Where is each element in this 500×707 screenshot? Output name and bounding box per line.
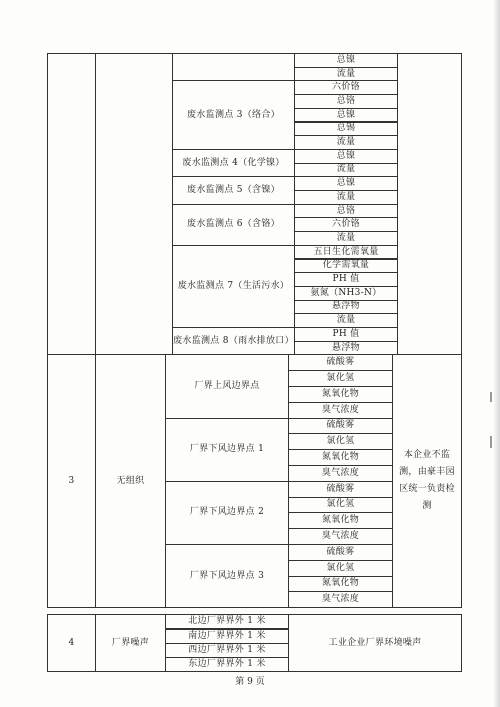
pollutant-cell: 氨氮（NH3-N） [294,286,398,301]
pollutant-cell: PH 值 [294,272,398,287]
pollutant-cell: 氮氧化物 [288,512,393,529]
pollutant-cell: 流量 [294,135,398,150]
pollutant-cell: PH 值 [294,327,398,342]
page-number: 第 9 页 [235,677,265,687]
pollutant-cell: 总铬 [294,204,398,219]
pollutant-cell: 流量 [294,67,398,82]
pollutant-cell: 悬浮物 [294,341,398,356]
category-cell [95,53,173,355]
category-cell: 无组织 [95,354,166,608]
noise-point-cell: 北边厂界界外 1 米 [165,614,289,629]
pollutant-cell: 硫酸雾 [288,354,393,371]
pollutant-cell: 硫酸雾 [288,418,393,435]
standard-cell: 工业企业厂界环境噪声 [288,614,462,672]
pollutant-cell: 六价铬 [294,217,398,232]
remark-cell [397,53,462,355]
serial-number-cell [47,53,96,355]
remark-cell: 本企业不监测，由豪丰园区统一负责检测 [392,354,462,608]
pollutant-cell: 流量 [294,190,398,205]
monitoring-point-cell: 厂界上风边界点 [165,354,289,418]
scan-edge [494,0,500,707]
monitoring-point-cell: 废水监测点 6（含铬） [172,204,295,246]
pollutant-cell: 总镍 [294,108,398,123]
pollutant-cell: 总镍 [294,176,398,191]
monitoring-point-cell: 厂界下风边界点 1 [165,418,289,482]
pollutant-cell: 硫酸雾 [288,544,393,561]
noise-point-cell: 西边厂界界外 1 米 [165,643,289,658]
pollutant-cell: 硫酸雾 [288,481,393,498]
category-cell: 厂界噪声 [95,614,166,672]
pollutant-cell: 六价铬 [294,80,398,95]
monitoring-point-cell: 厂界下风边界点 2 [165,481,289,545]
pollutant-cell: 氯化氢 [288,497,393,514]
pollutant-cell: 氯化氢 [288,560,393,577]
scan-mark [490,392,492,402]
monitoring-point-cell: 废水监测点 7（生活污水） [172,245,295,328]
serial-number-cell: 4 [47,614,96,672]
noise-point-cell: 东边厂界界外 1 米 [165,657,289,672]
pollutant-cell: 氮氧化物 [288,449,393,466]
pollutant-cell: 化学需氧量 [294,259,398,274]
pollutant-cell: 氯化氢 [288,370,393,387]
pollutant-cell: 臭气浓度 [288,465,393,482]
pollutant-cell: 总镍 [294,53,398,68]
pollutant-cell: 悬浮物 [294,300,398,315]
pollutant-cell: 氮氧化物 [288,386,393,403]
monitoring-point-cell: 废水监测点 8（雨水排放口） [172,327,295,355]
pollutant-cell: 氮氧化物 [288,576,393,593]
monitoring-point-cell: 废水监测点 4（化学镍） [172,149,295,177]
monitoring-point-cell: 厂界下风边界点 3 [165,544,289,608]
pollutant-cell: 五日生化需氧量 [294,245,398,260]
monitoring-point-cell [172,53,295,81]
pollutant-cell: 总镍 [294,149,398,164]
noise-point-cell: 南边厂界界外 1 米 [165,629,289,644]
monitoring-point-cell: 废水监测点 3（络合） [172,80,295,150]
pollutant-cell: 总锡 [294,122,398,137]
pollutant-cell: 总铬 [294,94,398,109]
pollutant-cell: 流量 [294,313,398,328]
pollutant-cell: 臭气浓度 [288,528,393,545]
serial-number-cell: 3 [47,354,96,608]
pollutant-cell: 臭气浓度 [288,402,393,419]
scan-mark [490,436,492,448]
pollutant-cell: 流量 [294,163,398,178]
pollutant-cell: 臭气浓度 [288,591,393,608]
pollutant-cell: 流量 [294,231,398,246]
pollutant-cell: 氯化氢 [288,433,393,450]
monitoring-point-cell: 废水监测点 5（含镍） [172,176,295,204]
